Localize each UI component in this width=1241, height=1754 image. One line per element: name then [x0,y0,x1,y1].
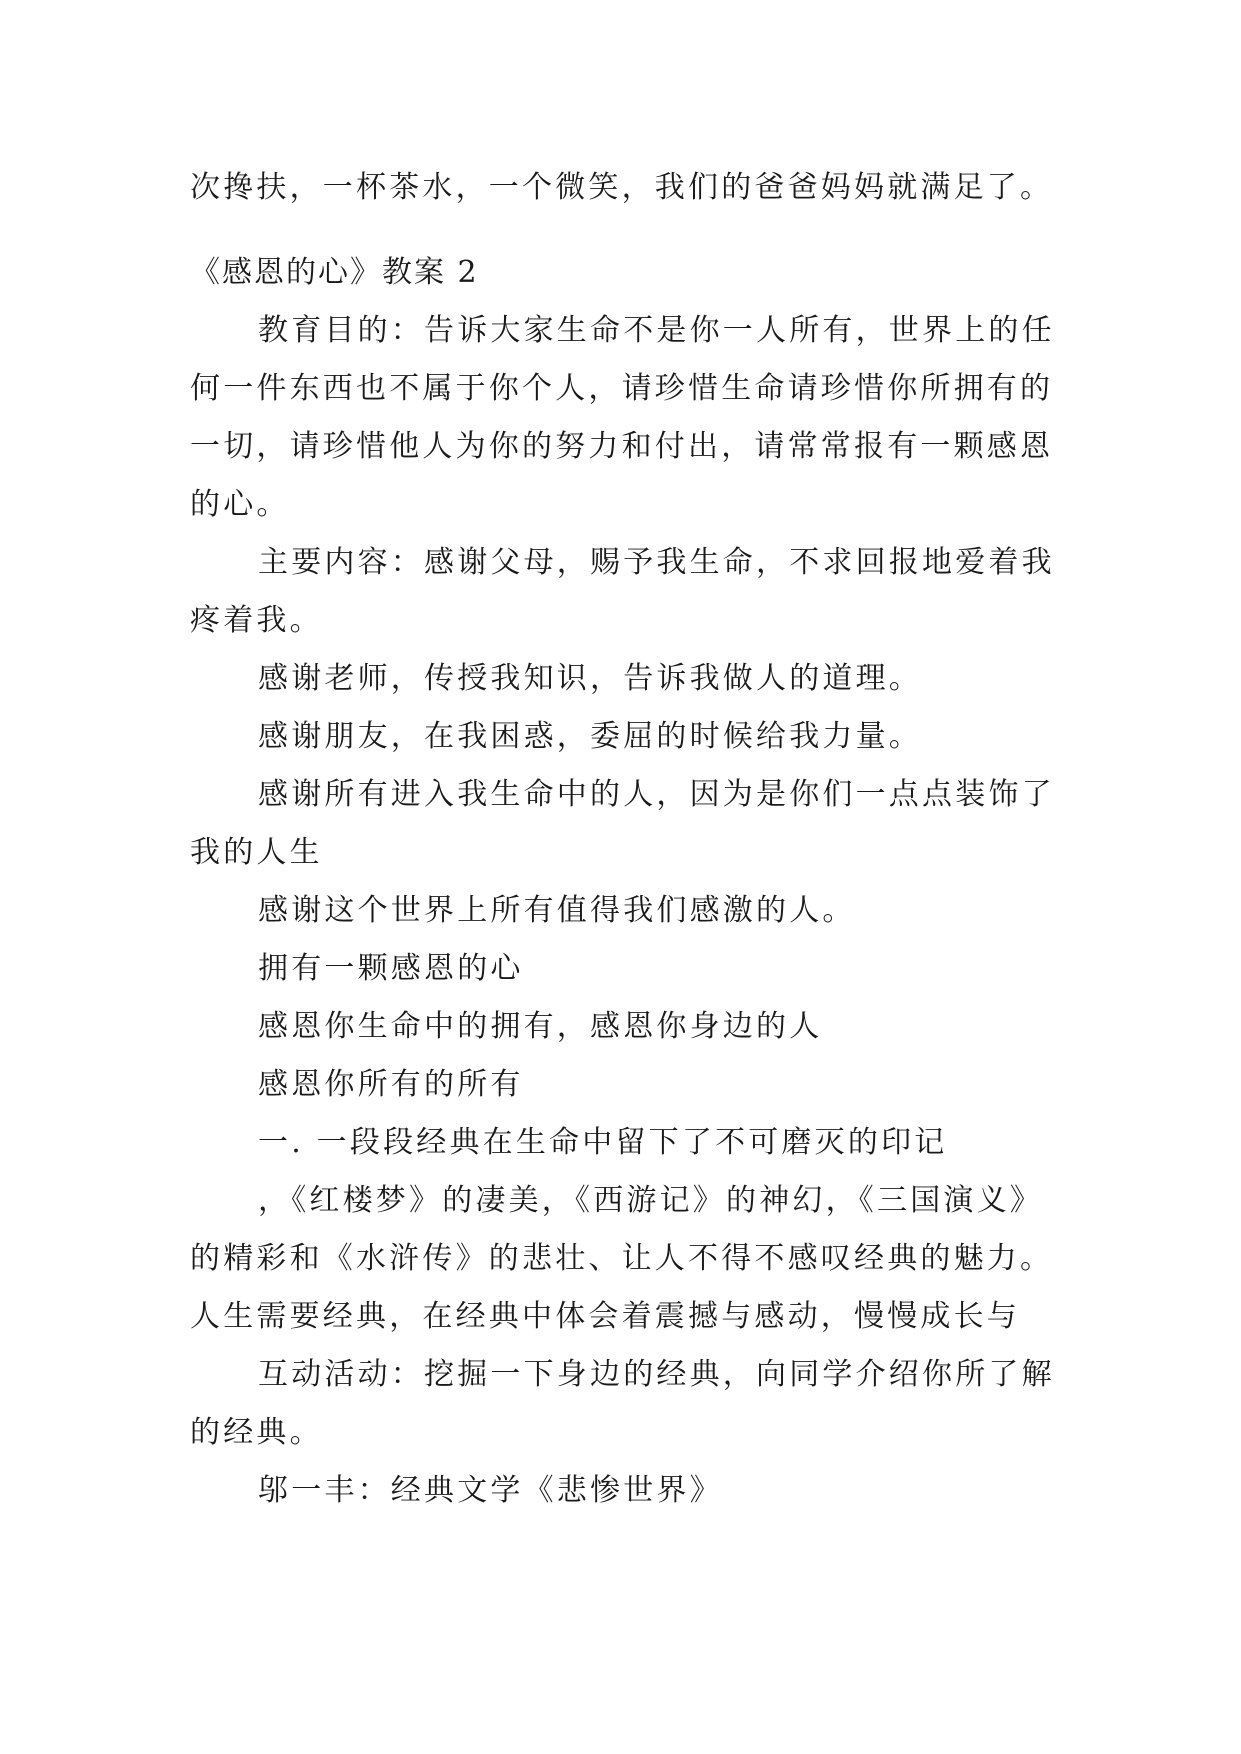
text-line: 何一件东西也不属于你个人，请珍惜生命请珍惜你所拥有的 [190,371,1054,406]
text-line: 感恩你所有的所有 [258,1067,524,1102]
text-line: 主要内容：感谢父母，赐予我生命，不求回报地爱着我 [258,545,1055,580]
text-line: 次搀扶，一杯茶水，一个微笑，我们的爸爸妈妈就满足了。 [190,170,1054,205]
text-line: 感谢老师，传授我知识，告诉我做人的道理。 [258,661,922,696]
text-line: 互动活动：挖掘一下身边的经典，向同学介绍你所了解 [258,1357,1055,1392]
text-line: 感谢所有进入我生命中的人，因为是你们一点点装饰了 [258,777,1055,812]
section-title: 《感恩的心》教案 2 [190,255,479,290]
text-line: 一. 一段段经典在生命中留下了不可磨灭的印记 [258,1125,948,1160]
text-line: 拥有一颗感恩的心 [258,951,524,986]
text-line: 一切，请珍惜他人为你的努力和付出，请常常报有一颗感恩 [190,429,1054,464]
text-line: 邬一丰：经典文学《悲惨世界》 [258,1473,723,1508]
text-line: 感恩你生命中的拥有，感恩你身边的人 [258,1009,823,1044]
text-line: 感谢朋友，在我困惑，委屈的时候给我力量。 [258,719,922,754]
text-line: 人生需要经典，在经典中体会着震撼与感动，慢慢成长与 [190,1299,1020,1334]
text-line: 感谢这个世界上所有值得我们感激的人。 [258,893,856,928]
text-line: 的心。 [190,487,290,522]
text-line: ，《红楼梦》的凄美，《西游记》的神幻，《三国演义》 [258,1183,1043,1218]
text-line: 教育目的：告诉大家生命不是你一人所有，世界上的任 [258,313,1055,348]
text-line: 的精彩和《水浒传》的悲壮、让人不得不感叹经典的魅力。 [190,1241,1054,1276]
text-line: 我的人生 [190,835,323,870]
text-line: 疼着我。 [190,603,323,638]
text-line: 的经典。 [190,1415,323,1450]
